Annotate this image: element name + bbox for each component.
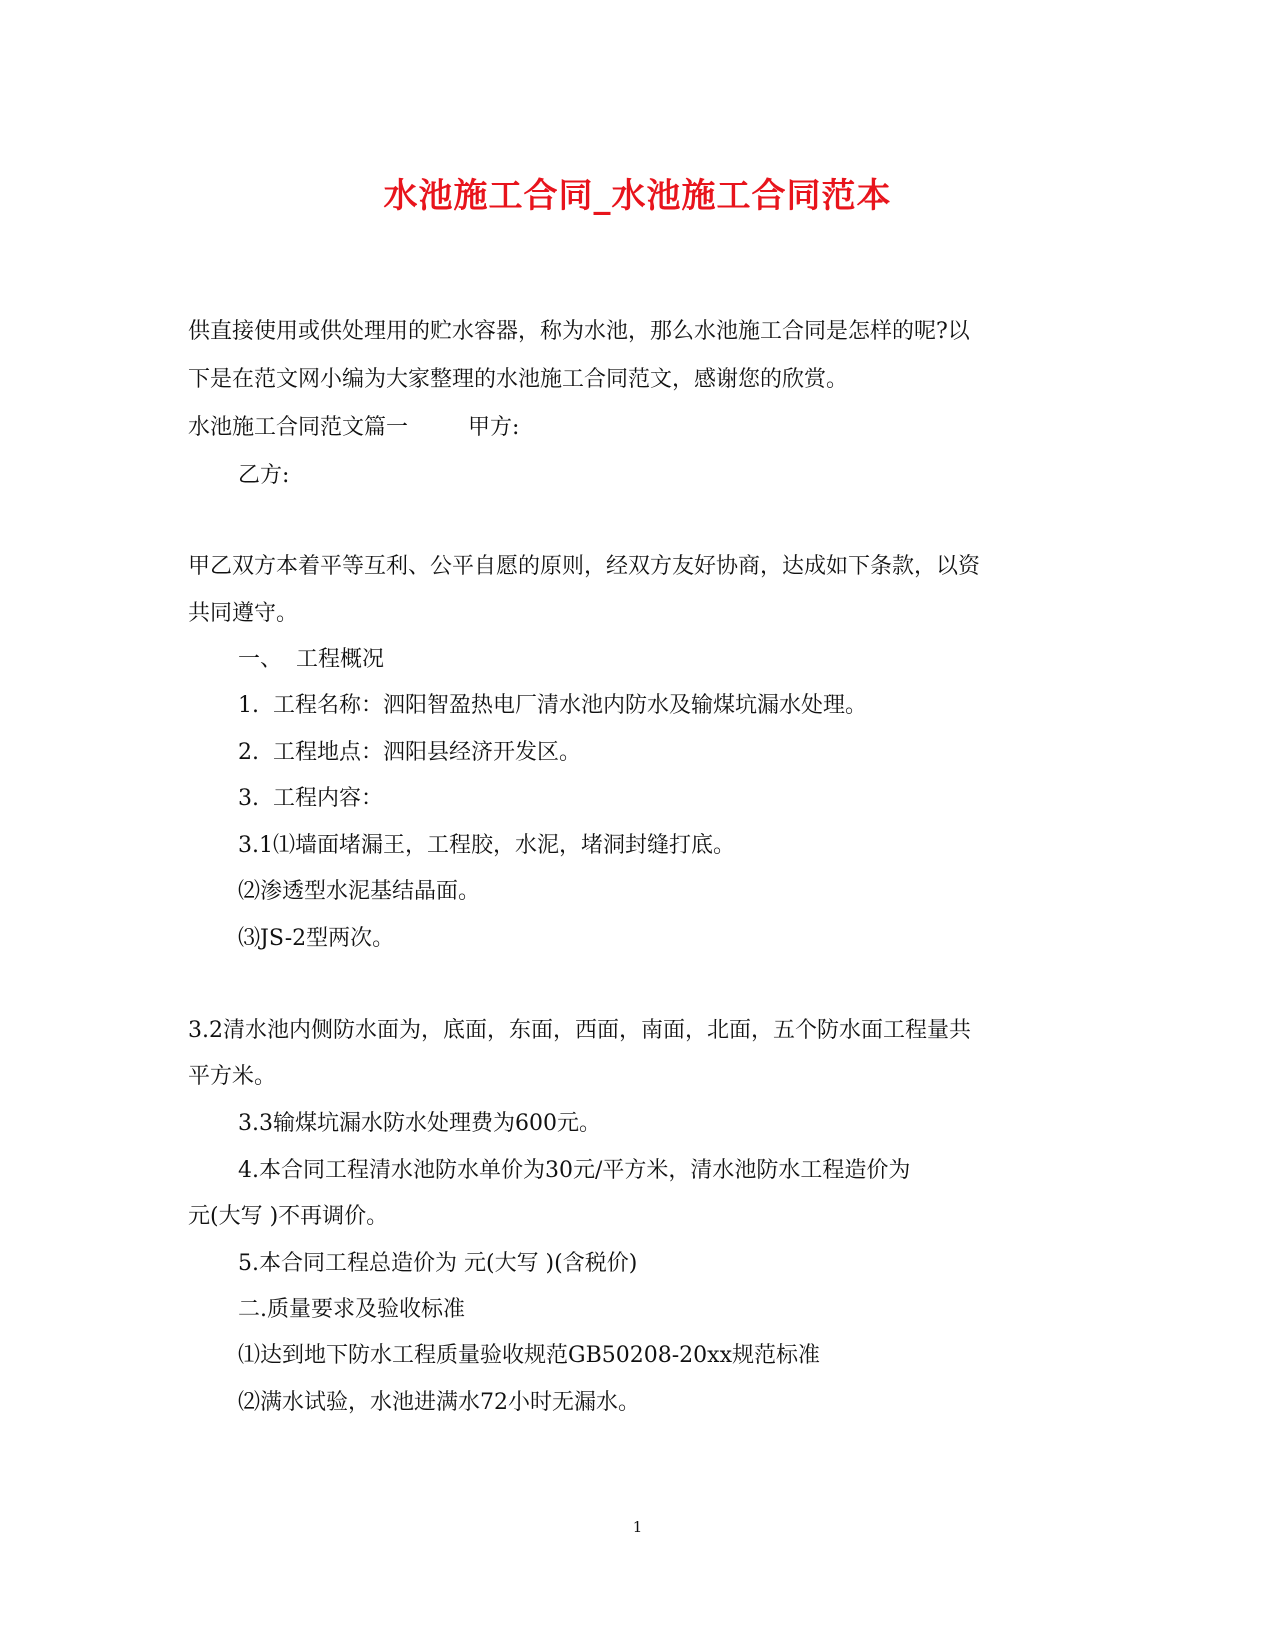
document-title: 水池施工合同_水池施工合同范本 <box>383 176 892 216</box>
preamble-line-2: 共同遵守。 <box>188 601 299 626</box>
section-heading-row <box>188 414 519 442</box>
item-4-line-2: 元(大写 )不再调价。 <box>188 1204 389 1229</box>
item-1 <box>238 692 867 720</box>
item-3 <box>238 785 383 813</box>
clause-2-heading: 二.质量要求及验收标准 <box>238 1297 465 1322</box>
party-a-label: 甲方: <box>468 415 520 440</box>
quality-item-1: ⑴达到地下防水工程质量验收规范GB50208-20xx规范标准 <box>238 1343 820 1368</box>
item-5: 5.本合同工程总造价为 元(大写 )(含税价) <box>238 1251 638 1276</box>
item-3-text: 工程内容： <box>273 786 384 811</box>
party-b-label: 乙方: <box>238 463 290 488</box>
sub-item-3-1-c: ⑶JS-2型两次。 <box>238 926 395 951</box>
clause-1-number: 一、 <box>238 647 283 672</box>
clause-1-title: 工程概况 <box>296 647 385 672</box>
sub-item-3-1-b: ⑵渗透型水泥基结晶面。 <box>238 879 481 904</box>
intro-line-2: 下是在范文网小编为大家整理的水池施工合同范文，感谢您的欣赏。 <box>188 367 849 392</box>
sub-item-3-2-line-1: 3.2清水池内侧防水面为，底面，东面，西面，南面，北面，五个防水面工程量共 <box>188 1018 971 1043</box>
item-1-number: 1. <box>238 693 259 718</box>
item-3-number: 3. <box>238 786 259 811</box>
item-2-text: 工程地点：泗阳县经济开发区。 <box>273 740 582 765</box>
sub-item-3-3: 3.3输煤坑漏水防水处理费为600元。 <box>238 1111 601 1136</box>
preamble-line-1: 甲乙双方本着平等互利、公平自愿的原则，经双方友好协商，达成如下条款，以资 <box>188 554 981 579</box>
sub-item-3-2-line-2: 平方米。 <box>188 1064 277 1089</box>
page-number: 1 <box>632 1518 643 1536</box>
quality-item-2: ⑵满水试验，水池进满水72小时无漏水。 <box>238 1390 640 1415</box>
sub-item-3-1: 3.1⑴墙面堵漏王，工程胶，水泥，堵洞封缝打底。 <box>238 833 735 858</box>
intro-line-1: 供直接使用或供处理用的贮水容器，称为水池，那么水池施工合同是怎样的呢?以 <box>188 319 970 344</box>
item-2-number: 2. <box>238 740 259 765</box>
item-2 <box>238 739 581 767</box>
section-heading: 水池施工合同范文篇一 <box>188 415 409 440</box>
item-4-line-1: 4.本合同工程清水池防水单价为30元/平方米，清水池防水工程造价为 <box>238 1158 911 1183</box>
clause-1-heading <box>238 646 384 674</box>
item-1-text: 工程名称：泗阳智盈热电厂清水池内防水及输煤坑漏水处理。 <box>273 693 868 718</box>
